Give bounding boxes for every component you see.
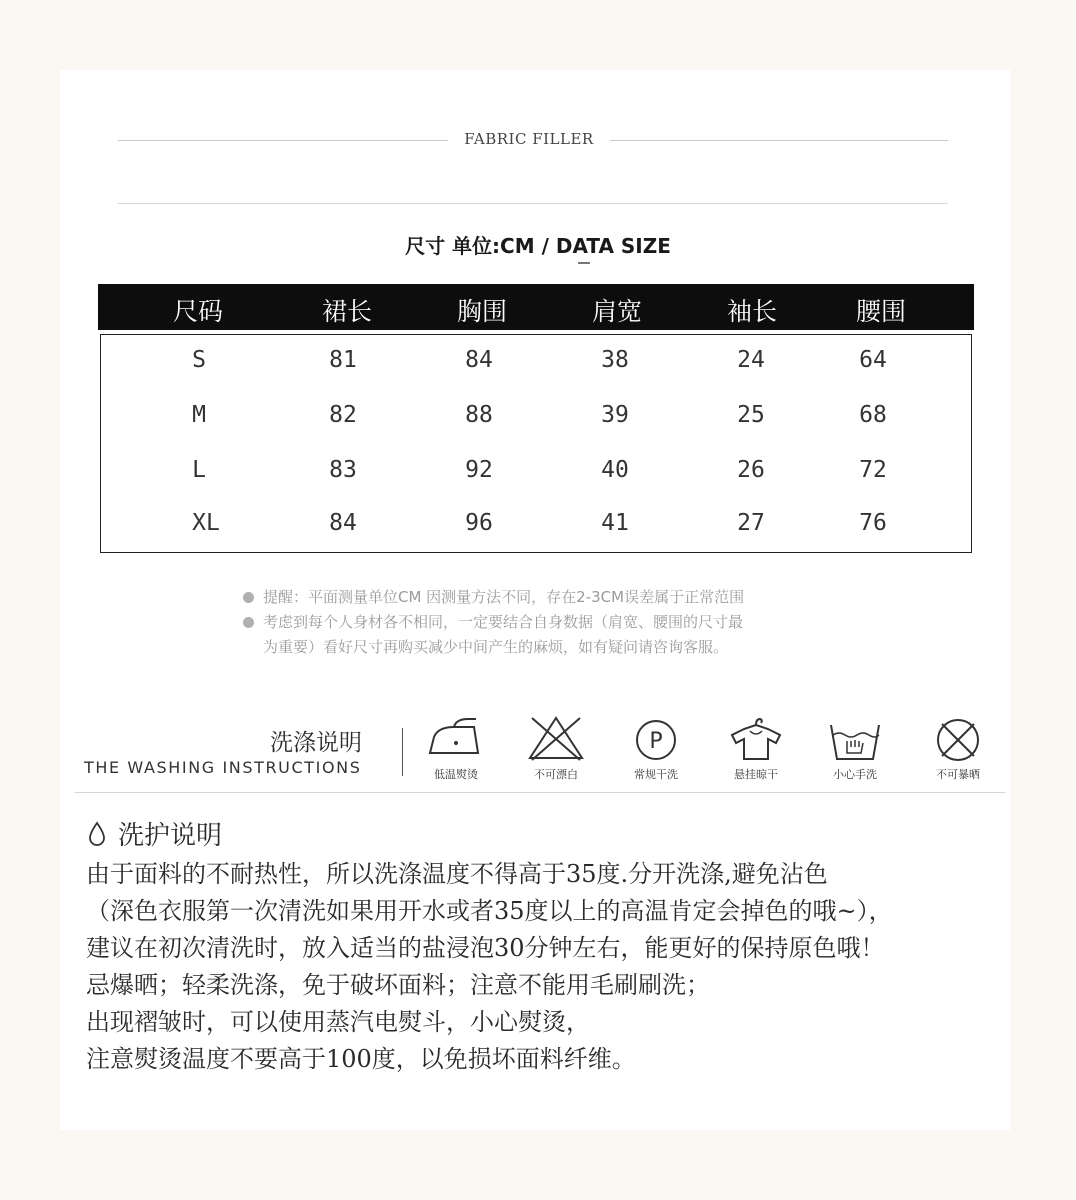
wash-symbol — [411, 715, 501, 785]
cell-length: 83 — [329, 457, 357, 483]
size-table-header — [98, 284, 974, 330]
cell-bust: 96 — [465, 510, 493, 536]
care-line: （深色衣服第一次清洗如果用开水或者35度以上的高温肯定会掉色的哦~）， — [86, 897, 893, 925]
cell-waist: 68 — [859, 402, 887, 428]
iron-low-temp-icon — [424, 715, 488, 761]
cell-waist: 76 — [859, 510, 887, 536]
note-text: 提醒：平面测量单位CM 因测量方法不同，存在2-3CM误差属于正常范围 — [263, 588, 745, 606]
wash-symbol — [913, 715, 1003, 785]
cell-waist: 72 — [859, 457, 887, 483]
cell-shoulder: 39 — [601, 402, 629, 428]
divider-right — [610, 140, 948, 141]
hang-dry-icon — [724, 715, 788, 761]
column-header-length: 裙长 — [321, 297, 372, 326]
wash-symbol — [711, 715, 801, 785]
measurement-notes — [243, 585, 863, 660]
column-header-waist: 腰围 — [855, 297, 906, 326]
wash-symbol-label: 小心手洗 — [833, 768, 877, 781]
bullet-icon — [243, 592, 254, 603]
svg-text:P: P — [649, 729, 663, 754]
cell-sleeve: 24 — [737, 347, 765, 373]
note-text: 考虑到每个人身材各不相同，一定要结合自身数据（肩宽、腰围的尺寸最 — [263, 613, 744, 631]
divider — [118, 203, 948, 204]
divider — [75, 792, 1005, 793]
washing-title-en: THE WASHING INSTRUCTIONS — [84, 758, 362, 777]
care-line: 出现褶皱时，可以使用蒸汽电熨斗，小心熨烫， — [86, 1008, 590, 1036]
care-line: 由于面料的不耐热性，所以洗涤温度不得高于35度.分开洗涤,避免沾色 — [86, 860, 828, 888]
cell-length: 81 — [329, 347, 357, 373]
cell-sleeve: 27 — [737, 510, 765, 536]
cell-length: 84 — [329, 510, 357, 536]
cell-shoulder: 38 — [601, 347, 629, 373]
wash-symbol-label: 常规干洗 — [634, 768, 678, 781]
wash-symbol — [511, 715, 601, 785]
care-title — [88, 815, 222, 852]
cell-size: M — [192, 402, 206, 428]
cell-size: S — [192, 347, 206, 373]
wash-symbol-label: 不可漂白 — [534, 768, 578, 781]
washing-title-cn: 洗涤说明 — [270, 730, 362, 756]
no-tumble-dry-icon — [926, 715, 990, 761]
dry-clean-p-icon — [624, 715, 688, 761]
column-header-bust: 胸围 — [456, 297, 507, 326]
no-bleach-icon — [524, 715, 588, 761]
wash-symbol — [611, 715, 701, 785]
size-title: 尺寸 单位:CM / DATA SIZE — [405, 234, 671, 258]
wash-symbol — [810, 715, 900, 785]
care-title-text: 洗护说明 — [118, 821, 223, 851]
column-header-size: 尺码 — [172, 297, 223, 326]
cell-sleeve: 26 — [737, 457, 765, 483]
note-text: 为重要）看好尺寸再购买减少中间产生的麻烦，如有疑问请咨询客服。 — [263, 638, 729, 656]
cell-waist: 64 — [859, 347, 887, 373]
wash-symbol-label: 悬挂晾干 — [734, 768, 778, 781]
cell-bust: 92 — [465, 457, 493, 483]
care-instructions — [86, 856, 1046, 1078]
cell-shoulder: 41 — [601, 510, 629, 536]
divider-left — [118, 140, 448, 141]
hand-wash-icon — [823, 715, 887, 761]
care-line: 注意熨烫温度不要高于100度，以免损坏面料纤维。 — [86, 1045, 636, 1073]
cell-bust: 88 — [465, 402, 493, 428]
cell-sleeve: 25 — [737, 402, 765, 428]
washing-divider — [402, 728, 403, 776]
care-line: 忌爆晒；轻柔洗涤，免于破坏面料；注意不能用毛刷刷洗； — [86, 971, 710, 999]
cell-length: 82 — [329, 402, 357, 428]
size-table-body — [100, 334, 972, 553]
cell-shoulder: 40 — [601, 457, 629, 483]
title-underline — [578, 262, 590, 264]
bullet-icon — [243, 617, 254, 628]
fabric-header — [118, 130, 948, 150]
water-drop-icon — [88, 821, 106, 847]
note-item — [243, 610, 863, 635]
cell-size: XL — [192, 510, 220, 536]
fabric-title: FABRIC FILLER — [464, 130, 594, 148]
note-item — [243, 585, 863, 610]
column-header-shoulder: 肩宽 — [591, 297, 642, 326]
column-header-sleeve: 袖长 — [726, 297, 777, 326]
cell-bust: 84 — [465, 347, 493, 373]
cell-size: L — [192, 457, 206, 483]
wash-symbol-label: 低温熨烫 — [434, 768, 478, 781]
note-item — [243, 635, 863, 660]
care-line: 建议在初次清洗时，放入适当的盐浸泡30分钟左右，能更好的保持原色哦！ — [86, 934, 885, 962]
wash-symbol-label: 不可暴晒 — [936, 768, 980, 781]
